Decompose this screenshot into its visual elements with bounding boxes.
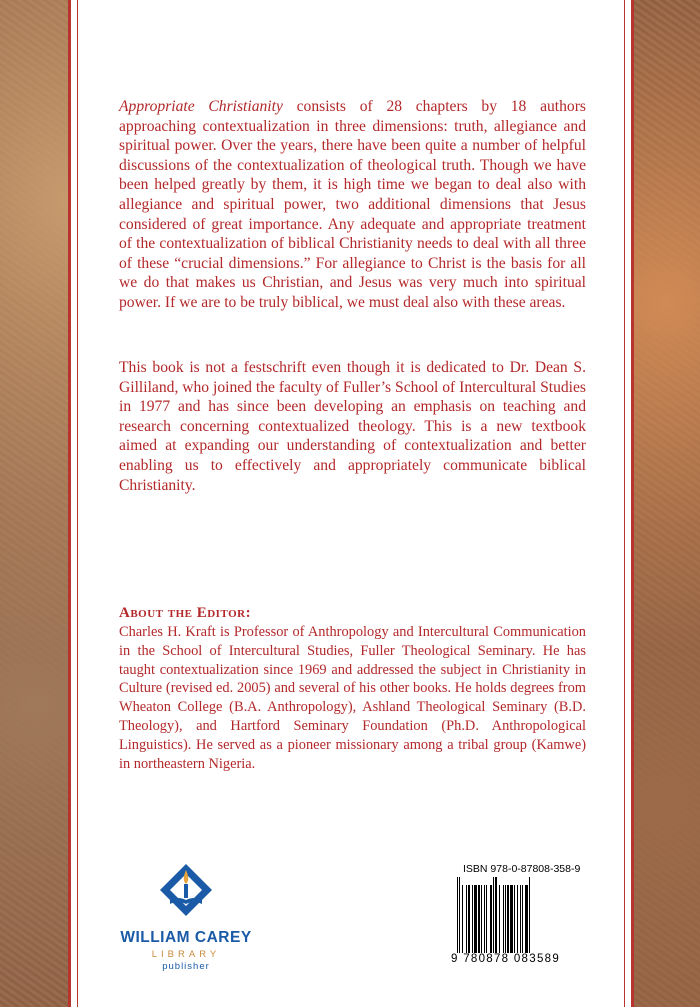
isbn-label: ISBN 978-0-87808-358-9 bbox=[463, 863, 581, 875]
publisher-logo bbox=[111, 860, 261, 972]
publisher-library: LIBRARY bbox=[151, 949, 221, 960]
book-title-italic: Appropriate Christianity bbox=[119, 98, 283, 115]
publisher-name: WILLIAM CAREY bbox=[120, 929, 252, 946]
description-paragraph-1 bbox=[119, 97, 586, 313]
description-text-1: consists of 28 chapters by 18 authors approaching contextualization in three dimensions: truth, allegiance and spiritual power. Over the years, there have been quite a number of helpful discussions of the contextualization of theological truth. Though we have been helped greatly by them, it is high time we began to deal also with allegiance and spiritual power, two additional dimensions that Jesus considered of great importance. Any adequate and appropriate treatment of the contextualization of biblical Christianity needs to deal with all three of these “crucial dimensions.” For allegiance to Christ is the basis for all we do that makes us Christian, and Jesus was very much into spiritual power. If we are to be truly biblical, we must deal also with these areas. bbox=[119, 98, 586, 311]
about-editor-section bbox=[119, 604, 586, 773]
barcode-digits: 9 780878 083589 bbox=[451, 953, 561, 965]
candle-book-icon bbox=[156, 860, 216, 920]
back-cover-panel bbox=[68, 0, 634, 1007]
about-editor-body: Charles H. Kraft is Professor of Anthropology and Intercultural Communication in the School of Intercultural Studies, Fuller Theological Seminary. He has taught contextualization since 1969 and addressed the subject in Christianity in Culture (revised ed. 2005) and several of his other books. He holds degrees from Wheaton College (B.A. Anthropology), Ashland Theological Seminary (B.D. Theology), and Hartford Seminary Foundation (Ph.D. Anthropological Linguistics). He served as a pioneer missionary among a tribal group (Kamwe) in northeastern Nigeria. bbox=[119, 624, 586, 772]
description-paragraph-2: This book is not a festschrift even though it is dedicated to Dr. Dean S. Gilliland, who joined the faculty of Fuller’s School of Intercultural Studies in 1977 and has since been developing an emphasis on teaching and research concerning contextualized theology. This is a new textbook aimed at expanding our understanding of contextualization and better enabling us to effectively and appropriately communicate biblical Christianity. bbox=[119, 359, 587, 494]
publisher-label: publisher bbox=[162, 961, 210, 972]
barcode-stripe bbox=[530, 877, 532, 953]
barcode-bars bbox=[451, 877, 591, 953]
about-editor-heading: About the Editor: bbox=[119, 605, 252, 621]
isbn-barcode bbox=[451, 863, 591, 965]
